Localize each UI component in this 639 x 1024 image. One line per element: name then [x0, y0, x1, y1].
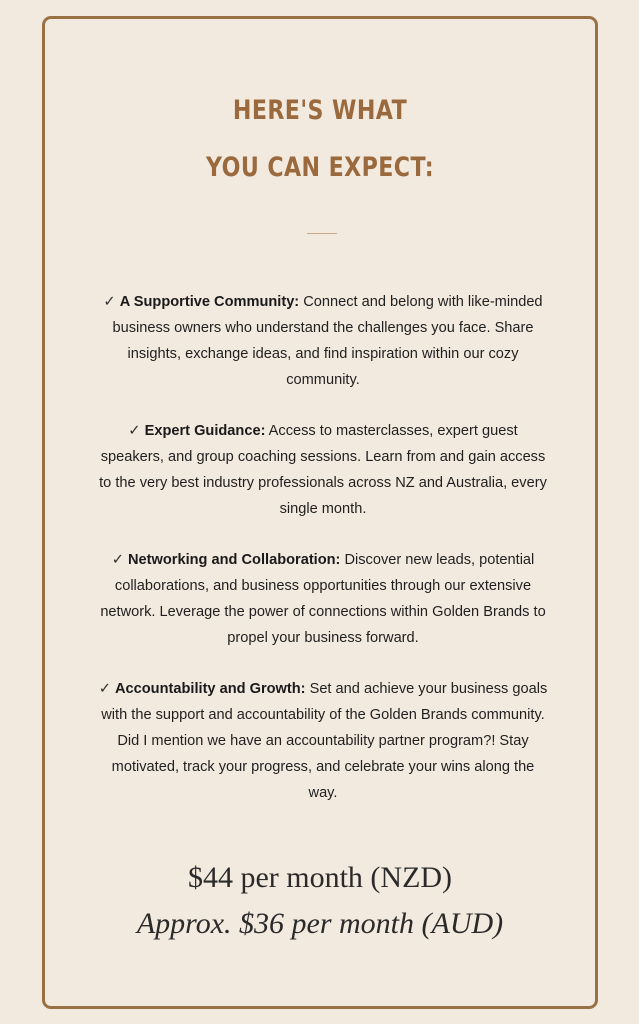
features-card [42, 16, 598, 1009]
price-aud: Approx. $36 per month (AUD) [136, 907, 504, 940]
section-heading-line-2: YOU CAN EXPECT: [205, 152, 435, 183]
feature-title: Accountability and Growth: [115, 681, 306, 697]
feature-description: Discover new leads, potential collaborations, and business opportunities through our extensive network. Leverage the power of connections within Golden Brands to propel your business forward. [100, 552, 546, 646]
feature-networking-collaboration [97, 547, 549, 651]
heading-divider [307, 233, 337, 234]
feature-supportive-community [97, 289, 549, 393]
feature-title: Networking and Collaboration: [128, 552, 341, 568]
feature-expert-guidance [97, 418, 549, 522]
feature-description: Set and achieve your business goals with the support and accountability of the Golden Brands community. Did I mention we have an accountability partner program?! Stay motivated, track your progress, and celebrate your wins along the way. [101, 681, 548, 801]
feature-title: A Supportive Community: [119, 294, 300, 310]
feature-title: Expert Guidance: [144, 423, 266, 439]
checkmark-icon: ✓ [128, 422, 141, 439]
feature-accountability-growth [97, 676, 549, 806]
section-heading-line-1: HERE'S WHAT [232, 95, 408, 126]
feature-description: Connect and belong with like-minded business owners who understand the challenges you face. Share insights, exchange ideas, and find inspiration within our cozy community. [112, 294, 543, 388]
checkmark-icon: ✓ [103, 293, 116, 310]
checkmark-icon: ✓ [111, 551, 124, 568]
feature-description: Access to masterclasses, expert guest speakers, and group coaching sessions. Learn from and gain access to the very best industry professionals across NZ and Australia, every single month. [99, 423, 547, 517]
checkmark-icon: ✓ [98, 680, 111, 697]
price-nzd: $44 per month (NZD) [187, 861, 453, 894]
feature-list [97, 289, 549, 831]
